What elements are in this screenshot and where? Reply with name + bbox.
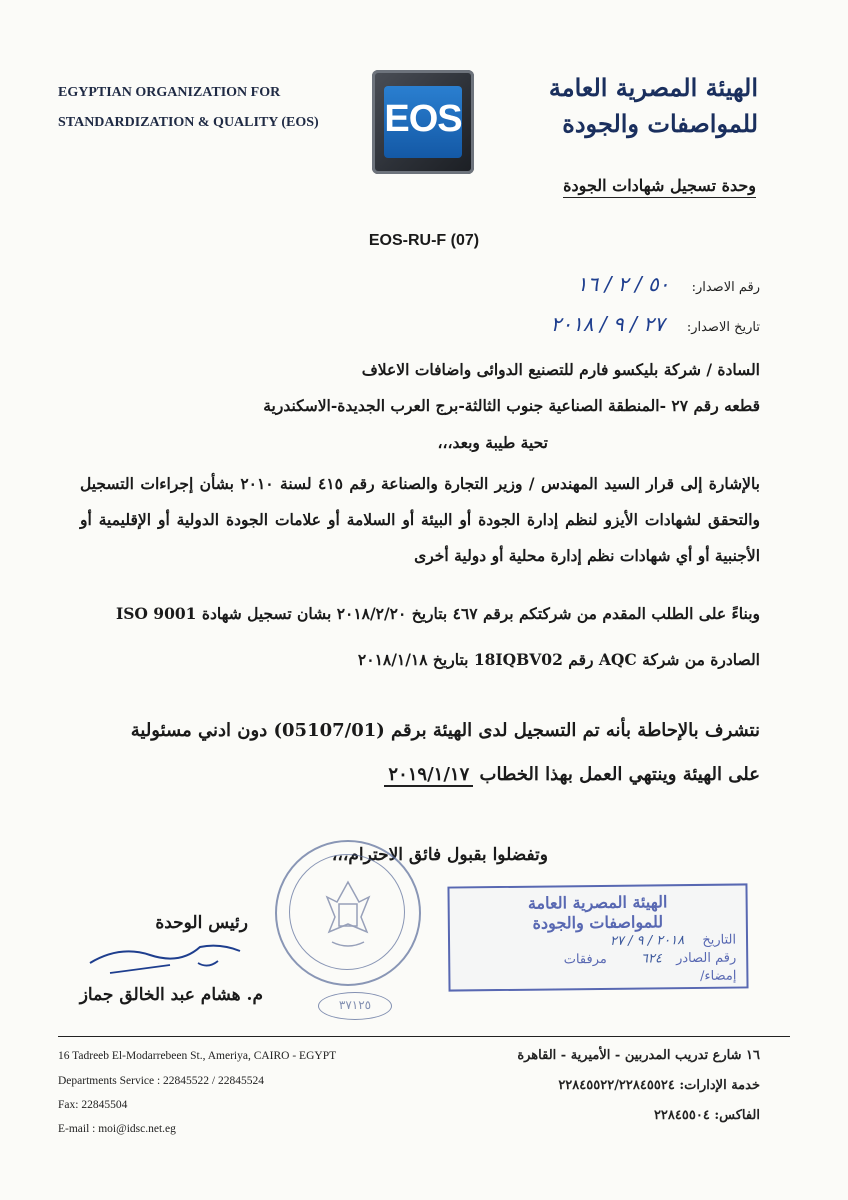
footer-divider [58,1036,790,1037]
body-paragraph-3-line2 [384,764,760,785]
addressee-line1: السادة / شركة بليكسو فارم للتصنيع الدوائى واضافات الاعلاف [361,360,760,379]
footer-departments-ar: خدمة الإدارات: ٢٢٨٤٥٥٢٢/٢٢٨٤٥٥٢٤ [558,1078,760,1093]
stamp-title-line1: الهيئة المصرية العامة [527,892,668,913]
body-paragraph-2-line1: وبناءً على الطلب المقدم من شركتكم برقم ٤٦٧ بتاريخ ٢٠١٨/٢/٢٠ بشان تسجيل شهادة ISO 9001 [115,604,760,623]
logo-text: EOS [384,98,462,140]
footer-address-en: 16 Tadreeb El-Modarrebeen St., Ameriya, CAIRO - EGYPT [58,1050,337,1062]
stamp-attachments-label: مرفقات [563,951,607,968]
footer-fax-ar: الفاكس: ٢٢٨٤٥٥٠٤ [653,1108,760,1123]
stamp-date-label: التاريخ [702,932,737,948]
received-stamp [447,883,748,991]
logo-blue-panel [384,86,462,158]
footer-departments-en: Departments Service : 22845522 / 22845524 [58,1075,265,1087]
body-paragraph-2-line2: الصادرة من شركة AQC رقم 18IQBV02 بتاريخ ٢٠١٨/١/١٨ [357,650,760,669]
org-name-ar-line2: للمواصفات والجودة [562,109,758,138]
unit-name: وحدة تسجيل شهادات الجودة [563,176,756,198]
issue-number-label: رقم الاصدار: [691,280,760,295]
body-paragraph-3-line1: نتشرف بالإحاطة بأنه تم التسجيل لدى الهيئة برقم (05107/01) دون ادني مسئولية [130,720,760,741]
org-name-arabic [458,70,758,142]
handwritten-signature [80,925,260,985]
closing-salutation: وتفضلوا بقبول فائق الاحترام،،، [331,845,548,865]
stamp-issue-label: رقم الصادر [675,950,737,967]
stamp-sign-label: إمضاء/ [700,968,737,984]
org-name-en-line1: EGYPTIAN ORGANIZATION FOR [58,85,281,100]
issue-date-row [551,312,760,336]
validity-end-date: ٢٠١٩/١/١٧ [384,764,473,787]
form-code: EOS-RU-F (07) [368,232,480,249]
footer-fax-en: Fax: 22845504 [58,1099,128,1111]
issue-date-label: تاريخ الاصدار: [686,320,760,335]
body-paragraph-1: بالإشارة إلى قرار السيد المهندس / وزير التجارة والصناعة رقم ٤١٥ لسنة ٢٠١٠ بشأن إجراءات التسجيل والتحقق لشهادات الأيزو لنظم إدارة الجودة أو البيئة أو السلامة أو علامات الجودة الدولية أو الإقليمية أو الأجنبية أو أي شهادات نظم إدارة محلية أو دولية أخرى [80,474,760,565]
footer-email-en[interactable]: E-mail : moi@idsc.net.eg [58,1123,176,1135]
signatory-name: م. هشام عبد الخالق جماز [79,985,263,1005]
org-name-ar-line1: الهيئة المصرية العامة [548,73,758,102]
issue-number-value: ٥٠ / ٢ / ١٦ [576,272,670,296]
greeting: تحية طيبة وبعد،،، [437,433,548,452]
signatory-title: رئيس الوحدة [155,913,248,933]
org-name-en-line2: STANDARDIZATION & QUALITY (EOS) [58,115,319,130]
issue-number-row [577,272,760,296]
seal-number: ٣٧١٢٥ [318,992,392,1020]
stamp-issue-row [460,950,736,971]
stamp-title-line2: للمواصفات والجودة [532,912,664,933]
eagle-emblem-icon [277,842,419,984]
stamp-date-value: ٢٠١٨ / ٩ / ٢٧ [609,933,685,949]
footer-address-ar: ١٦ شارع تدريب المدربين - الأميرية - القاهرة [517,1048,760,1063]
addressee-line2: قطعه رقم ٢٧ -المنطقة الصناعية جنوب الثالثة-برج العرب الجديدة-الاسكندرية [263,396,760,415]
stamp-issue-value: ٦٢٤ [640,951,663,967]
circular-seal [275,840,421,986]
validity-text: على الهيئة وينتهي العمل بهذا الخطاب [479,764,760,785]
org-name-english [58,78,358,138]
issue-date-value: ٢٧ / ٩ / ٢٠١٨ [550,312,665,336]
